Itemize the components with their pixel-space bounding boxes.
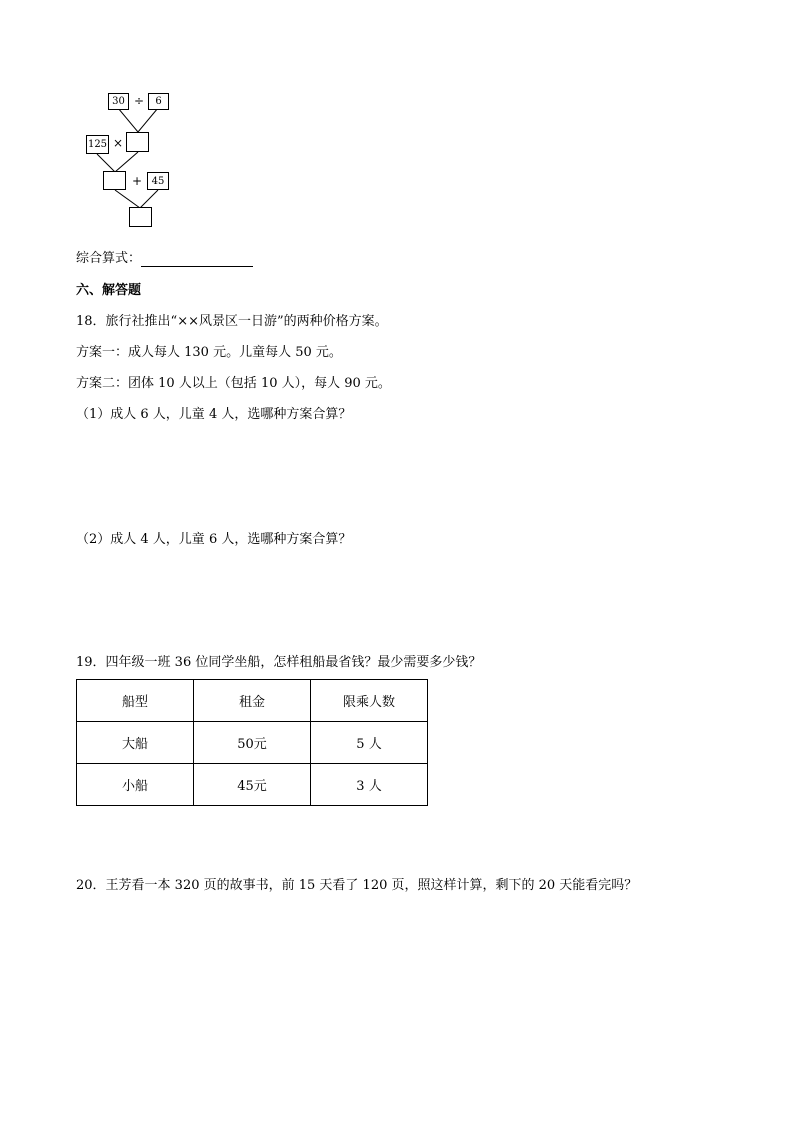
table-cell: 5 人 — [311, 722, 428, 764]
table-header-cell: 船型 — [77, 680, 194, 722]
multiply-sign: × — [113, 136, 124, 150]
table-cell: 50元 — [194, 722, 311, 764]
table-cell: 3 人 — [311, 764, 428, 806]
table-row — [77, 722, 428, 764]
question-18-sub-2: （2）成人 4 人，儿童 6 人，选哪种方案合算？ — [76, 532, 352, 547]
blank-box-product[interactable] — [103, 171, 126, 190]
question-20-text: 20．王芳看一本 320 页的故事书，前 15 天看了 120 页，照这样计算，剩下的 20 天能看完吗？ — [76, 878, 638, 893]
calculation-tree-diagram — [80, 88, 200, 233]
combined-formula-answer-blank[interactable] — [141, 252, 253, 267]
blank-box-quotient[interactable] — [126, 132, 149, 152]
question-18-intro: 18．旅行社推出“××风景区一日游”的两种价格方案。 — [76, 314, 388, 329]
plus-sign: + — [132, 174, 143, 188]
table-header-row — [77, 680, 428, 722]
table-header-cell: 租金 — [194, 680, 311, 722]
question-18-sub-1: （1）成人 6 人，儿童 4 人，选哪种方案合算？ — [76, 407, 352, 422]
combined-formula-label: 综合算式： — [76, 251, 142, 266]
table-header-cell: 限乘人数 — [311, 680, 428, 722]
table-row — [77, 764, 428, 806]
divide-sign: ÷ — [134, 94, 145, 108]
question-18-plan-1: 方案一：成人每人 130 元。儿童每人 50 元。 — [76, 345, 342, 360]
boat-rental-table — [76, 679, 428, 806]
number-box-dividend: 30 — [108, 93, 129, 110]
table-cell: 大船 — [77, 722, 194, 764]
question-19-text: 19．四年级一班 36 位同学坐船，怎样租船最省钱？最少需要多少钱？ — [76, 655, 482, 670]
table-cell: 45元 — [194, 764, 311, 806]
number-box-multiplicand: 125 — [86, 135, 109, 154]
section-title: 六、解答题 — [76, 283, 142, 298]
blank-box-final-result[interactable] — [129, 207, 152, 227]
number-box-addend: 45 — [147, 172, 169, 190]
combined-formula-line — [76, 251, 253, 267]
number-box-divisor: 6 — [148, 93, 169, 110]
table-cell: 小船 — [77, 764, 194, 806]
question-18-plan-2: 方案二：团体 10 人以上（包括 10 人），每人 90 元。 — [76, 376, 391, 391]
